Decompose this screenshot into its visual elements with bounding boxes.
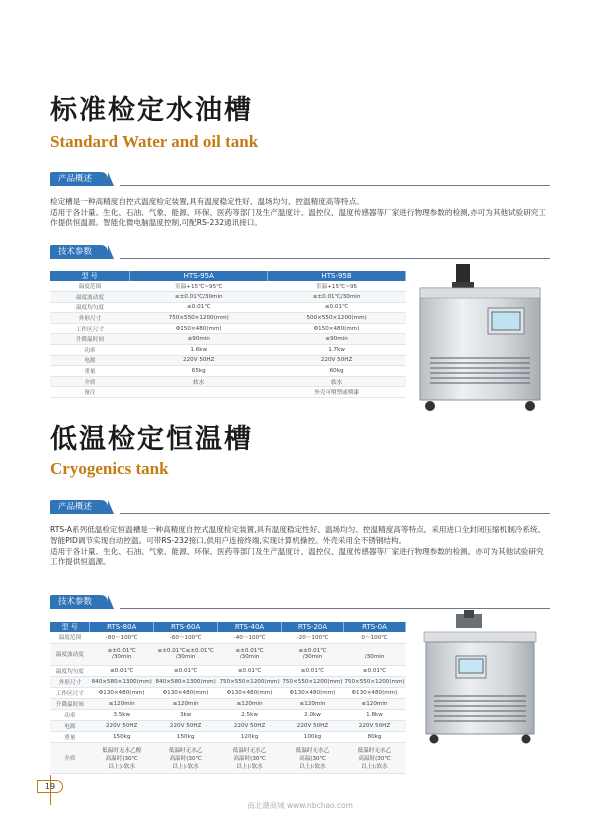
table-cell: 低温时无水乙 高温(30℃ 以上):软水 (282, 742, 344, 773)
row-label: 重量 (50, 731, 90, 742)
table-cell: -60～100℃ (154, 632, 218, 643)
column-header: RTS-80A (90, 622, 154, 632)
table-cell: -40～100℃ (218, 632, 282, 643)
table-cell: 150kg (90, 731, 154, 742)
column-header: RTS-40A (218, 622, 282, 632)
column-header: HTS-95B (268, 271, 406, 281)
table-cell: ≤120min (282, 698, 344, 709)
page-number: 19 (37, 780, 63, 793)
table-row (50, 665, 406, 676)
section1-cn-title: 标准检定水油槽 (50, 95, 253, 126)
divider (120, 258, 550, 259)
table-row (50, 676, 406, 687)
table-cell: Φ150×480(mm) (268, 323, 406, 334)
table-cell: 室温+15℃~95℃ (130, 281, 268, 292)
table-cell: 0～100℃ (343, 632, 405, 643)
section1-spec-label: 技术参数 (50, 245, 108, 259)
section2-spec-label: 技术参数 (50, 595, 108, 609)
table-row (50, 366, 406, 377)
table-cell: ≤±0.01℃ /30min (282, 643, 344, 665)
table-row (50, 323, 406, 334)
table-row (50, 313, 406, 324)
table-row (50, 334, 406, 345)
row-label: 备注 (50, 387, 130, 398)
table-header-row (50, 622, 406, 632)
table-row (50, 731, 406, 742)
table-cell: ≤0.01℃ (282, 665, 344, 676)
section2-spec-header (50, 595, 550, 609)
table-cell: 3kw (154, 709, 218, 720)
table-cell: ≤0.01℃ (154, 665, 218, 676)
table-cell: 220V 50HZ (218, 720, 282, 731)
table-cell: ≤±0.01℃ /30min (218, 643, 282, 665)
row-label: 介质 (50, 742, 90, 773)
table-cell: ≤±0.01℃/30min (130, 292, 268, 303)
row-label: 温度范围 (50, 632, 90, 643)
table-cell: Φ130×480(mm) (282, 687, 344, 698)
section1-overview-text (50, 197, 550, 229)
section1-overview-label: 产品概述 (50, 172, 108, 186)
table-row (50, 698, 406, 709)
table-cell: 80kg (343, 731, 405, 742)
section1-spec-header (50, 245, 550, 259)
table-cell: Φ130×480(mm) (90, 687, 154, 698)
section1-overview-header (50, 172, 550, 186)
table-cell: ≤120min (154, 698, 218, 709)
section1-en-title: Standard Water and oil tank (50, 132, 259, 151)
row-label: 温度均匀度 (50, 665, 90, 676)
table-cell: ≤±0.01℃ /30min (90, 643, 154, 665)
table-cell: 外壳可喷塑或喷漆 (268, 387, 406, 398)
overview-paragraph: RTS-A系列低温检定恒温槽是一种高精度自控式温度检定装置,具有温度稳定性好、温场均匀、控温精度高等特点。采用进口全封闭压缩机制冷系统、智能PID调节实现自动控温。可带RS-232接口,供用户连接终端,实现计算机操控。外壳采用全不锈钢结构。 (50, 525, 546, 545)
table-cell: 150kg (154, 731, 218, 742)
table-row (50, 345, 406, 356)
table-row (50, 742, 406, 773)
table-cell: ≤0.01℃ (343, 665, 405, 676)
table-cell: 软水 (268, 376, 406, 387)
table-cell: -80～100℃ (90, 632, 154, 643)
table-row (50, 643, 406, 665)
row-label: 温度波动度 (50, 643, 90, 665)
table-cell: 3.5kw (90, 709, 154, 720)
table-row (50, 281, 406, 292)
table-cell: 750×550×1200(mm) (218, 676, 282, 687)
table-cell: 840×580×1300(mm) (90, 676, 154, 687)
table-cell: Φ130×480(mm) (343, 687, 405, 698)
table-cell: ≤90min (268, 334, 406, 345)
column-header: RTS-0A (343, 622, 405, 632)
table-cell: ≤±0.01℃/30min (268, 292, 406, 303)
table-cell: 220V 50HZ (268, 355, 406, 366)
table-cell: 1.7kw (268, 345, 406, 356)
table-cell: Φ130×480(mm) (154, 687, 218, 698)
table-row (50, 355, 406, 366)
table-cell: 低温时无水乙 高温时(30℃ 以上):软水 (154, 742, 218, 773)
divider (120, 185, 550, 186)
table-row (50, 292, 406, 303)
column-header-model: 型 号 (50, 271, 130, 281)
table-row (50, 302, 406, 313)
row-label: 温度均匀度 (50, 302, 130, 313)
column-header: HTS-95A (130, 271, 268, 281)
divider (120, 513, 550, 514)
section2-overview-label: 产品概述 (50, 500, 108, 514)
divider (120, 608, 550, 609)
section2-overview-text (50, 525, 550, 568)
table-cell: 软水 (130, 376, 268, 387)
table-cell: 120kg (218, 731, 282, 742)
table-row (50, 632, 406, 643)
table-cell: 750×550×1200(mm) (282, 676, 344, 687)
table-cell: 60kg (268, 366, 406, 377)
table-cell: ≤0.01℃ (218, 665, 282, 676)
row-label: 外形尺寸 (50, 313, 130, 324)
row-label: 温度波动度 (50, 292, 130, 303)
table-cell: 220V 50HZ (154, 720, 218, 731)
table-cell: 750×550×1200(mm) (343, 676, 405, 687)
table-cell: /30min (343, 643, 405, 665)
table-cell: 室温+15℃~95 (268, 281, 406, 292)
column-header-model: 型 号 (50, 622, 90, 632)
table-cell: 2.5kw (218, 709, 282, 720)
table-cell: -20～100℃ (282, 632, 344, 643)
table-cell: ≤120min (218, 698, 282, 709)
row-label: 介质 (50, 376, 130, 387)
table-cell: ≤90min (130, 334, 268, 345)
row-label: 升降温时间 (50, 334, 130, 345)
overview-paragraph: 检定槽是一种高精度自控式温度检定装置,具有温度稳定性好、温场均匀、控温精度高等特点。 (50, 197, 364, 206)
row-label: 工作区尺寸 (50, 687, 90, 698)
table-row (50, 687, 406, 698)
table-cell: 220V 50HZ (90, 720, 154, 731)
table-cell: ≤±0.01℃≤±0.01℃ /30min (154, 643, 218, 665)
row-label: 温度范围 (50, 281, 130, 292)
row-label: 工作区尺寸 (50, 323, 130, 334)
column-header: RTS-20A (282, 622, 344, 632)
row-label: 重量 (50, 366, 130, 377)
table-cell: 220V 50HZ (130, 355, 268, 366)
table-cell: ≤120min (343, 698, 405, 709)
table-cell: 低温时无水乙 高温时(30℃ 以上):软水 (218, 742, 282, 773)
column-header: RTS-60A (154, 622, 218, 632)
section2-cn-title: 低温检定恒温槽 (50, 424, 253, 455)
table-cell: 100kg (282, 731, 344, 742)
row-label: 电源 (50, 720, 90, 731)
row-label: 外形尺寸 (50, 676, 90, 687)
table-cell: Φ150×480(mm) (130, 323, 268, 334)
water-oil-tank-image (412, 262, 550, 414)
table-row (50, 387, 406, 398)
cryogenics-tank-image (418, 610, 550, 745)
table-cell: ≤0.01℃ (268, 302, 406, 313)
table-cell: 220V 50HZ (282, 720, 344, 731)
table-cell: Φ130×480(mm) (218, 687, 282, 698)
table-row (50, 376, 406, 387)
table-row (50, 720, 406, 731)
table-cell: ≤120min (90, 698, 154, 709)
table-cell: ≤0.01℃ (130, 302, 268, 313)
table-cell: 500×550×1200(mm) (268, 313, 406, 324)
table-cell: 750×550×1200(mm) (130, 313, 268, 324)
section2-en-title: Cryogenics tank (50, 459, 169, 478)
overview-paragraph: 适用于各计量、生化、石油、气象、能源、环保、医药等部门及生产温度计、温控仪、温度传感器等厂家进行物理参数的检测。亦可为其他试验研究工作提供恒温源。 (50, 546, 544, 567)
table-cell (130, 387, 268, 398)
table-cell: 1.6kw (130, 345, 268, 356)
overview-paragraph: 适用于各计量、生化、石油、气象、能源、环保、医药等部门及生产温度计、温控仪、温度传感器等厂家进行物理参数的检测,亦可为其他试验研究工作提供恒温源。智能化微电脑温度控制,可配RS-232通讯接口。 (50, 207, 546, 228)
table-cell: 840×580×1300(mm) (154, 676, 218, 687)
row-label: 功率 (50, 345, 130, 356)
footer-text: 南北潮商城 www.nbchao.com (247, 801, 353, 810)
table-header-row (50, 271, 406, 281)
table-cell: ≤0.01℃ (90, 665, 154, 676)
row-label: 电源 (50, 355, 130, 366)
row-label: 升降温时间 (50, 698, 90, 709)
table-row (50, 709, 406, 720)
spec-table-hts (50, 271, 406, 398)
table-cell: 2.0kw (282, 709, 344, 720)
table-cell: 65kg (130, 366, 268, 377)
table-cell: 220V 50HZ (343, 720, 405, 731)
table-cell: 1.8kw (343, 709, 405, 720)
spec-table-rts (50, 622, 406, 774)
section2-overview-header (50, 500, 550, 514)
table-cell: 低温时无水乙 高温时(30℃ 以上):软水 (343, 742, 405, 773)
table-cell: 低温时无水乙醇 高温时(30℃ 以上):软水 (90, 742, 154, 773)
row-label: 功率 (50, 709, 90, 720)
